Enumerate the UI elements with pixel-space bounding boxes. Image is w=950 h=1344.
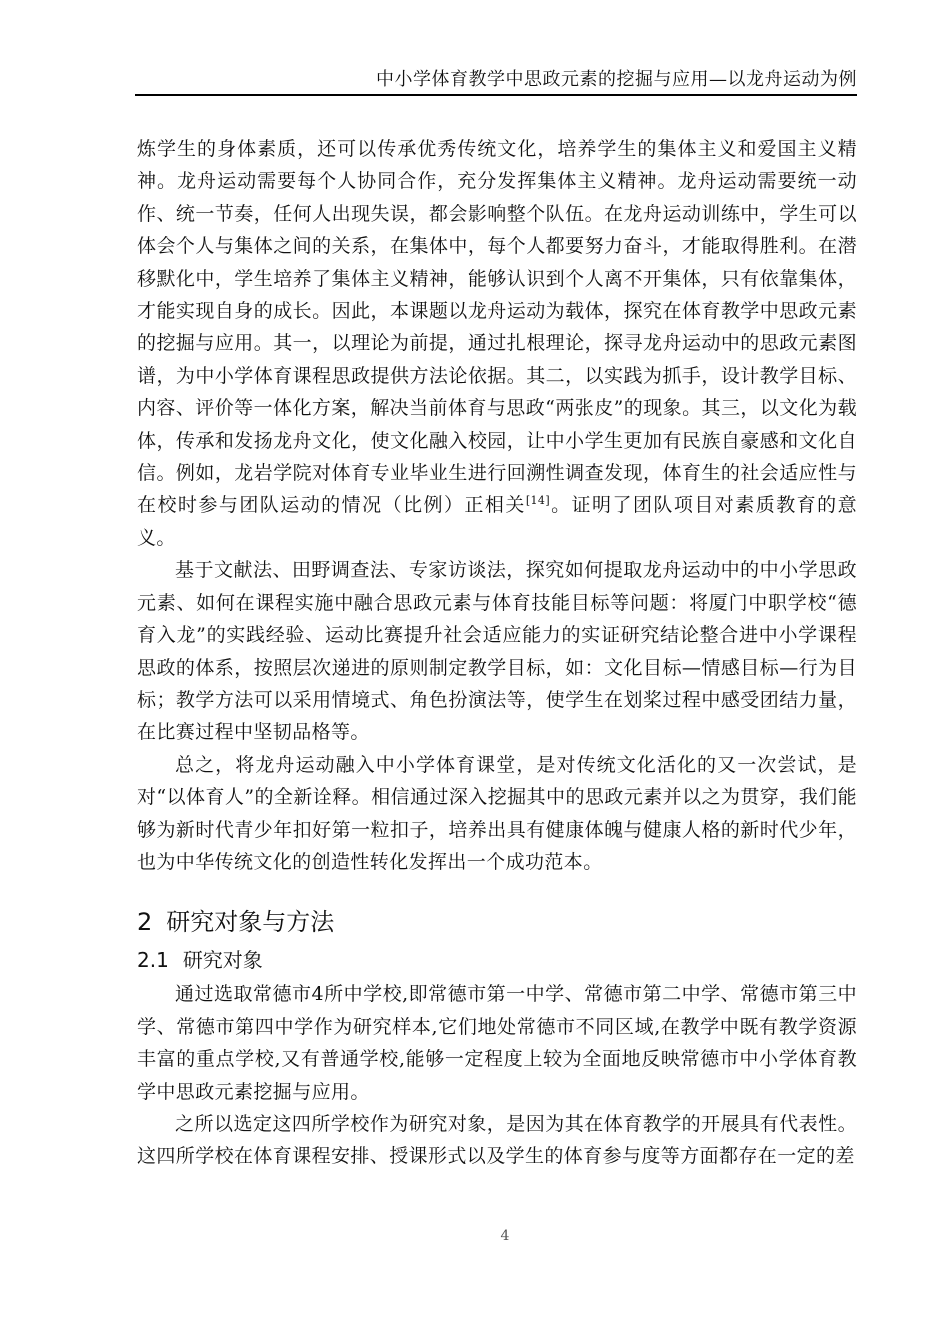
body-paragraph: 总之，将龙舟运动融入中小学体育课堂，是对传统文化活化的又一次尝试，是对“以体育人”的全新诠释。相信通过深入挖掘其中的思政元素并以之为贯穿，我们能够为新时代青少年扣好第一粒扣子，培养出具有健康体魄与健康人格的新时代少年，也为中华传统文化的创造性转化发挥出一个成功范本。 [137,753,857,873]
body-paragraph: 通过选取常德市4所中学校,即常德市第一中学、常德市第二中学、常德市第三中学、常德市第四中学作为研究样本,它们地处常德市不同区域,在教学中既有教学资源丰富的重点学校,又有普通学校,能够一定程度上较为全面地反映常德市中小学体育教学中思政元素挖掘与应用。 [137,983,857,1103]
subsection-title: 研究对象 [182,948,263,973]
citation-marker: [14] [525,494,551,508]
section-number: 2 [137,908,153,937]
body-paragraph [137,133,857,554]
body-paragraph: 基于文献法、田野调查法、专家访谈法，探究如何提取龙舟运动中的中小学思政元素、如何在课程实施中融合思政元素与体育技能目标等问题：将厦门中职学校“德育入龙”的实践经验、运动比赛提升社会适应能力的实证研究结论整合进中小学课程思政的体系，按照层次递进的原则制定教学目标，如：文化目标—情感目标—行为目标；教学方法可以采用情境式、角色扮演法等，使学生在划桨过程中感受团结力量，在比赛过程中坚韧品格等。 [137,559,857,744]
running-header: 中小学体育教学中思政元素的挖掘与应用—以龙舟运动为例 [376,69,857,90]
paragraph-text: 炼学生的身体素质，还可以传承优秀传统文化，培养学生的集体主义和爱国主义精神。龙舟运动需要每个人协同合作，充分发挥集体主义精神。龙舟运动需要统一动作、统一节奏，任何人出现失误，都会影响整个队伍。在龙舟运动训练中，学生可以体会个人与集体之间的关系，在集体中，每个人都要努力奋斗，才能取得胜利。在潜移默化中，学生培养了集体主义精神，能够认识到个人离不开集体，只有依靠集体，才能实现自身的成长。因此，本课题以龙舟运动为载体，探究在体育教学中思政元素的挖掘与应用。其一，以理论为前提，通过扎根理论，探寻龙舟运动中的思政元素图谱，为中小学体育课程思政提供方法论依据。其二，以实践为抓手，设计教学目标、内容、评价等一体化方案，解决当前体育与思政“两张皮”的现象。其三，以文化为载体，传承和发扬龙舟文化，使文化融入校园，让中小学生更加有民族自豪感和文化自信。例如，龙岩学院对体育专业毕业生进行回溯性调查发现，体育生的社会适应性与在校时参与团队运动的情况（比例）正相关 [137,138,857,517]
page-number: 4 [500,1228,510,1244]
section-heading [137,904,857,940]
subsection-heading [137,944,857,976]
header-rule [135,94,857,96]
subsection-number: 2.1 [137,948,169,973]
paragraph-text-tail: 。证明了团队项目对素质教育的意义。 [137,494,857,549]
page-body [137,133,857,1173]
body-paragraph: 之所以选定这四所学校作为研究对象，是因为其在体育教学的开展具有代表性。这四所学校在体育课程安排、授课形式以及学生的体育参与度等方面都存在一定的差 [137,1112,857,1168]
section-title: 研究对象与方法 [166,908,335,937]
